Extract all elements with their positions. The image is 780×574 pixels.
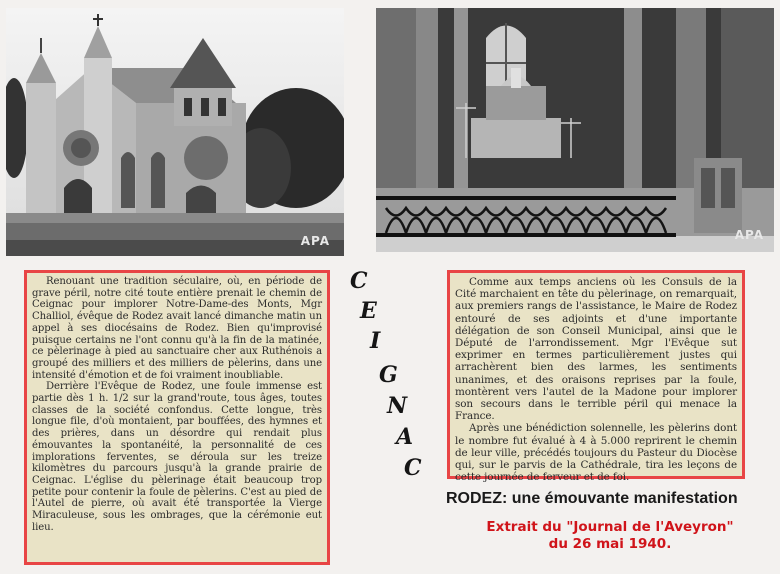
source-date: du 26 mai 1940. [548, 536, 672, 552]
photo-watermark: APA [734, 228, 764, 242]
source-line: Extrait du "Journal de l'Aveyron" [486, 519, 734, 535]
article-clipping-left [24, 270, 330, 565]
article-paragraph: Derrière l'Evêque de Rodez, une foule immense est partie dès 1 h. 1/2 sur la grand'route, tous âges, toutes classes de la société confondus. Cette longue, très longue file, d'où montaient, par bouffées, des hymnes et des prières, dans un désordre qui rendait plus émouvantes la spontanéité, la personnalité de ces implorations ferventes, se déroula sur les treize kilomètres du parcours jusqu'à la grande prairie de Ceignac. L'église du pèlerinage était beaucoup trop petite pour contenir la foule de pèlerins. C'est au pied de l'Autel de pierre, où avait été transportée la Vierge Miraculeuse, sous les ombrages, que la cérémonie eut lieu. [32, 381, 322, 533]
church-interior-image [376, 8, 774, 252]
title-letter: A [396, 424, 414, 450]
church-exterior-image [6, 8, 344, 256]
source-caption [450, 519, 770, 553]
article-clipping-right [447, 270, 745, 484]
title-letter: N [387, 393, 408, 419]
title-letter: C [350, 268, 368, 294]
church-exterior-photo [6, 8, 344, 256]
church-interior-photo [376, 8, 774, 252]
article-paragraph: Comme aux temps anciens où les Consuls de la Cité marchaient en tête du pèlerinage, on remarquait, aux premiers rangs de l'assistance, le Maire de Rodez entouré de ses adjoints et d'une importante délégation de son Conseil Municipal, ainsi que le Député de l'arrondissement. Mgr l'Evêque sut exprimer en termes particulièrement justes qui arrachèrent bien des larmes, les sentiments unanimes, et des oraisons reprises par la foule, montèrent vers l'autel de la Madone pour implorer son secours dans le terrible péril qui menace la France. [455, 276, 737, 423]
photo-watermark: APA [300, 234, 330, 248]
headline: RODEZ: une émouvante manifestation [446, 490, 738, 507]
article-paragraph: Renouant une tradition séculaire, où, en période de grave péril, notre cité toute entière prenait le chemin de Ceignac pour implorer Notre-Dame-des Monts, Mgr Challiol, évêque de Rodez avait lancé dimanche matin un appel à ses diocésains de Rodez. Bien qu'improvisé puisque certains ne l'ont connu qu'à la fin de la matinée, ce pèlerinage à pied au sanctuaire cher aux Ruthénois a groupé des milliers et des milliers de pèlerins, dans une intensité d'émotion et de foi vraiment inoubliable. [32, 276, 322, 381]
title-letter: I [370, 328, 381, 354]
title-letter: G [379, 362, 398, 388]
title-letter: E [360, 298, 377, 324]
article-paragraph: Après une bénédiction solennelle, les pèlerins dont le nombre fut évalué à 4 à 5.000 reprirent le chemin de leur ville, précédés toujours du Pasteur du Diocèse qui, sur le parvis de la Cathédrale, tira les leçons de cette journée de ferveur et de foi. [455, 422, 737, 484]
title-letter: C [404, 455, 422, 481]
